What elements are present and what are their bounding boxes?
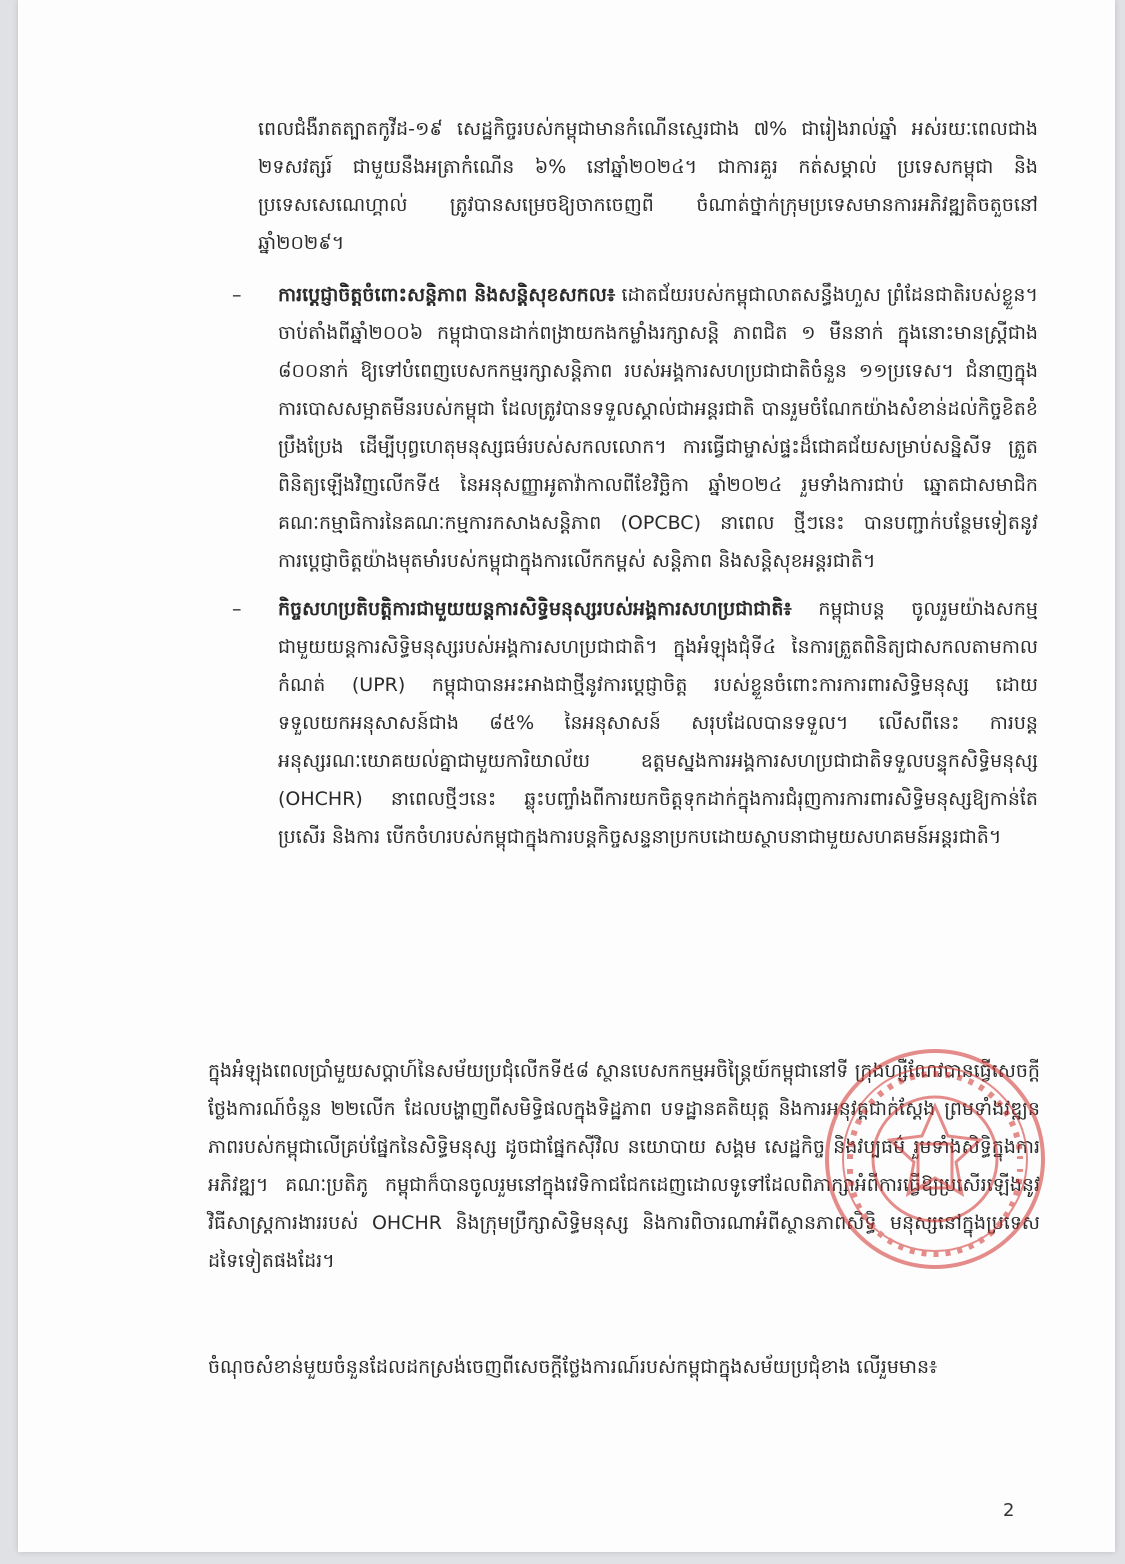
bullet-dash: –: [232, 598, 242, 620]
bullet-title: កិច្ចសហប្រតិបត្តិការជាមួយយន្តការសិទ្ធិមនុស្សរបស់អង្គការសហប្រជាជាតិ៖: [278, 598, 792, 620]
bullet-dash: –: [232, 284, 242, 306]
highlights-paragraph: ចំណុចសំខាន់មួយចំនួនដែលដកស្រង់ចេញពីសេចក្តីថ្លែងការណ៍របស់កម្ពុជាក្នុងសម័យប្រជុំខាង លើរួមមាន៖: [208, 1356, 938, 1378]
bullet-peace-security: [232, 276, 1039, 580]
bullet-text: កម្ពុជាបន្ត ចូលរួមយ៉ាងសកម្មជាមួយយន្តការសិទ្ធិមនុស្សរបស់អង្គការសហប្រជាជាតិ។ ក្នុងអំឡុងជុំទី៤ នៃការត្រួតពិនិត្យជាសកលតាមកាលកំណត់ (UPR) កម្ពុជាបានអះអាងជាថ្មីនូវការប្តេជ្ញាចិត្ត របស់ខ្លួនចំពោះការការពារសិទ្ធិមនុស្ស ដោយទទួលយកអនុសាសន៍ជាង ៨៥% នៃអនុសាសន៍ សរុបដែលបានទទួល។ លើសពីនេះ ការបន្តអនុស្សរណៈយោគយល់គ្នាជាមួយការិយាល័យ ឧត្តមស្នងការអង្គការសហប្រជាជាតិទទួលបន្ទុកសិទ្ធិមនុស្ស (OHCHR) នាពេលថ្មីៗនេះ ឆ្លុះបញ្ចាំងពីការយកចិត្តទុកដាក់ក្នុងការជំរុញការការពារសិទ្ធិមនុស្សឱ្យកាន់តែប្រសើរ និងការ បើកចំហរបស់កម្ពុជាក្នុងការបន្តកិច្ចសន្ទនាប្រកបដោយស្ថាបនាជាមួយសហគមន៍អន្តរជាតិ។: [278, 598, 1038, 848]
document-upper-content: [232, 110, 1039, 866]
bullet-title: ការប្តេជ្ញាចិត្តចំពោះសន្តិភាព និងសន្តិសុខសកល៖: [278, 284, 616, 306]
official-seal-icon: [820, 1044, 1050, 1274]
intro-paragraph: ពេលជំងឺរាតត្បាតកូវីដ-១៩ សេដ្ឋកិច្ចរបស់កម្ពុជាមានកំណើនស្មេរជាង ៧% ជារៀងរាល់ឆ្នាំ អស់រយៈពេលជាង ២ទសវត្សរ៍ ជាមួយនឹងអត្រាកំណើន ៦% នៅឆ្នាំ២០២៤។ ជាការគួរ កត់សម្គាល់ ប្រទេសកម្ពុជា និងប្រទេសសេណេហ្គាល់ ត្រូវបានសម្រេចឱ្យចាកចេញពី ចំណាត់ថ្នាក់ក្រុមប្រទេសមានការអភិវឌ្ឍតិចតួចនៅឆ្នាំ២០២៩។: [258, 118, 1038, 254]
page-number: 2: [1003, 1500, 1015, 1521]
bullet-human-rights-cooperation: [232, 590, 1038, 856]
session-paragraph: ក្នុងអំឡុងពេលប្រាំមួយសប្តាហ៍នៃសម័យប្រជុំលើកទី៥៨ ស្ថានបេសកកម្មអចិន្ត្រៃយ៍កម្ពុជានៅទី ក្រុងហ្សឺណែវបានធ្វើសេចក្តីថ្លែងការណ៍ចំនួន ២២លើក ដែលបង្ហាញពីសមិទ្ធិផលក្នុងទិដ្ឋភាព បទដ្ឋានគតិយុត្ត និងការអនុវត្តជាក់ស្តែង ព្រមទាំងវឌ្ឍនភាពរបស់កម្ពុជាលើគ្រប់ផ្នែកនៃសិទ្ធិមនុស្ស ដូចជាផ្នែកស៊ីវិល នយោបាយ សង្គម សេដ្ឋកិច្ច និងវប្បធម៌ រួមទាំងសិទ្ធិក្នុងការអភិវឌ្ឍ។ គណៈប្រតិភូ កម្ពុជាក៏បានចូលរួមនៅក្នុងវេទិកាជជែកដេញដោលទូទៅដែលពិភាក្សាអំពីការធ្វើឱ្យប្រសើរឡើងនូវ វិធីសាស្ត្រការងាររបស់ OHCHR និងក្រុមប្រឹក្សាសិទ្ធិមនុស្ស និងការពិចារណាអំពីស្ថានភាពសិទ្ធិ មនុស្សនៅក្នុងប្រទេសដទៃទៀតផងដែរ។: [208, 1060, 1040, 1272]
document-page: [18, 0, 1115, 1552]
bullet-text: ដោតជ័យរបស់កម្ពុជាលាតសន្ធឹងហួស ព្រំដែនជាតិរបស់ខ្លួន។ ចាប់តាំងពីឆ្នាំ២០០៦ កម្ពុជាបានដាក់ពង្រាយកងកម្លាំងរក្សាសន្តិ ភាពជិត ១ មឺននាក់ ក្នុងនោះមានស្ត្រីជាង ៨០០នាក់ ឱ្យទៅបំពេញបេសកកម្មរក្សាសន្តិភាព របស់អង្គការសហប្រជាជាតិចំនួន ១១ប្រទេស។ ជំនាញក្នុងការបោសសម្អាតមីនរបស់កម្ពុជា ដែលត្រូវបានទទួលស្គាល់ជាអន្តរជាតិ បានរួមចំណែកយ៉ាងសំខាន់ដល់កិច្ចខិតខំប្រឹងប្រែង ដើម្បីបុព្វហេតុមនុស្សធម៌របស់សកលលោក។ ការធ្វើជាម្ចាស់ផ្ទះដ៏ជោគជ័យសម្រាប់សន្និសីទ ត្រួតពិនិត្យឡើងវិញលើកទី៥ នៃអនុសញ្ញាអូតាវ៉ាកាលពីខែវិច្ឆិកា ឆ្នាំ២០២៤ រួមទាំងការជាប់ ឆ្នោតជាសមាជិកគណៈកម្មាធិការនៃគណៈកម្មការកសាងសន្តិភាព (OPCBC) នាពេល ថ្មីៗនេះ បានបញ្ជាក់បន្ថែមទៀតនូវការប្តេជ្ញាចិត្តយ៉ាងមុតមាំរបស់កម្ពុជាក្នុងការលើកកម្ពស់ សន្តិភាព និងសន្តិសុខអន្តរជាតិ។: [278, 284, 1039, 572]
